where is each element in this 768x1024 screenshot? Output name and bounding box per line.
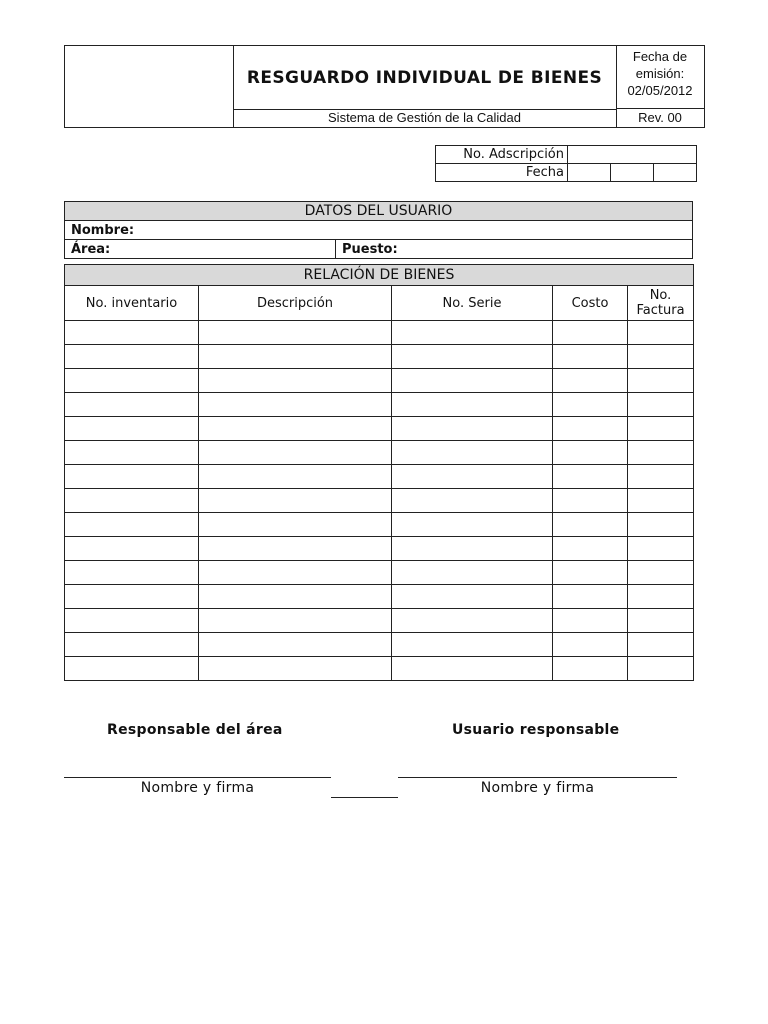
table-row	[65, 633, 694, 657]
usuario-responsable-title: Usuario responsable	[452, 722, 620, 738]
factura-cell[interactable]	[628, 561, 694, 585]
costo-cell[interactable]	[553, 489, 628, 513]
table-row	[65, 609, 694, 633]
factura-cell[interactable]	[628, 513, 694, 537]
adscripcion-row	[436, 146, 697, 164]
adscripcion-table	[435, 145, 697, 182]
left-nombre-firma-label: Nombre y firma	[140, 780, 255, 796]
costo-cell[interactable]	[553, 561, 628, 585]
inventario-cell[interactable]	[65, 345, 199, 369]
table-row	[65, 513, 694, 537]
logo-placeholder	[65, 46, 234, 127]
inventario-cell[interactable]	[65, 585, 199, 609]
inventario-cell[interactable]	[65, 537, 199, 561]
area-label: Área:	[71, 241, 111, 257]
descripcion-cell[interactable]	[199, 369, 392, 393]
inventario-cell[interactable]	[65, 513, 199, 537]
factura-cell[interactable]	[628, 417, 694, 441]
costo-cell[interactable]	[553, 609, 628, 633]
factura-cell[interactable]	[628, 393, 694, 417]
col-no-inventario: No. inventario	[65, 286, 199, 321]
revision-label: Rev. 00	[638, 110, 682, 125]
table-row	[65, 537, 694, 561]
inventario-cell[interactable]	[65, 633, 199, 657]
no-adscripcion-label: No. Adscripción	[436, 146, 568, 164]
descripcion-cell[interactable]	[199, 537, 392, 561]
fecha-emision-value: 02/05/2012	[627, 83, 693, 98]
responsable-area-title: Responsable del área	[107, 722, 283, 738]
serie-cell[interactable]	[392, 345, 553, 369]
col-costo: Costo	[553, 286, 628, 321]
descripcion-cell[interactable]	[199, 561, 392, 585]
table-row	[65, 561, 694, 585]
col-descripcion: Descripción	[199, 286, 392, 321]
serie-cell[interactable]	[392, 537, 553, 561]
serie-cell[interactable]	[392, 321, 553, 345]
inventario-cell[interactable]	[65, 465, 199, 489]
factura-cell[interactable]	[628, 585, 694, 609]
descripcion-cell[interactable]	[199, 345, 392, 369]
inventario-cell[interactable]	[65, 417, 199, 441]
inventario-cell[interactable]	[65, 561, 199, 585]
datos-usuario-table	[64, 201, 693, 259]
fecha-row	[436, 164, 697, 182]
serie-cell[interactable]	[392, 609, 553, 633]
factura-cell[interactable]	[628, 657, 694, 681]
table-row	[65, 489, 694, 513]
serie-cell[interactable]	[392, 513, 553, 537]
factura-cell[interactable]	[628, 369, 694, 393]
serie-cell[interactable]	[392, 465, 553, 489]
table-row	[65, 465, 694, 489]
serie-cell[interactable]	[392, 585, 553, 609]
serie-cell[interactable]	[392, 561, 553, 585]
table-row	[65, 345, 694, 369]
factura-cell[interactable]	[628, 321, 694, 345]
inventario-cell[interactable]	[65, 393, 199, 417]
costo-cell[interactable]	[553, 465, 628, 489]
costo-cell[interactable]	[553, 513, 628, 537]
serie-cell[interactable]	[392, 393, 553, 417]
costo-cell[interactable]	[553, 537, 628, 561]
relacion-bienes-table	[64, 264, 694, 681]
costo-cell[interactable]	[553, 441, 628, 465]
col-no-serie: No. Serie	[392, 286, 553, 321]
descripcion-cell[interactable]	[199, 441, 392, 465]
puesto-field[interactable]	[336, 240, 693, 259]
table-row	[65, 657, 694, 681]
factura-cell[interactable]	[628, 489, 694, 513]
col-no-factura: No. Factura	[628, 286, 694, 321]
costo-cell[interactable]	[553, 657, 628, 681]
column-header-row	[65, 286, 694, 321]
costo-cell[interactable]	[553, 417, 628, 441]
fecha-day-field[interactable]	[568, 164, 611, 182]
descripcion-cell[interactable]	[199, 633, 392, 657]
factura-cell[interactable]	[628, 465, 694, 489]
descripcion-cell[interactable]	[199, 657, 392, 681]
descripcion-cell[interactable]	[199, 609, 392, 633]
inventario-cell[interactable]	[65, 441, 199, 465]
area-field[interactable]	[65, 240, 336, 259]
descripcion-cell[interactable]	[199, 417, 392, 441]
nombre-field[interactable]	[65, 221, 693, 240]
factura-cell[interactable]	[628, 633, 694, 657]
factura-cell[interactable]	[628, 441, 694, 465]
fecha-label: Fecha	[436, 164, 568, 182]
serie-cell[interactable]	[392, 417, 553, 441]
costo-cell[interactable]	[553, 321, 628, 345]
document-title: RESGUARDO INDIVIDUAL DE BIENES	[233, 46, 617, 110]
serie-cell[interactable]	[392, 633, 553, 657]
serie-cell[interactable]	[392, 441, 553, 465]
signature-line-left	[64, 777, 331, 778]
inventario-cell[interactable]	[65, 321, 199, 345]
descripcion-cell[interactable]	[199, 321, 392, 345]
inventario-cell[interactable]	[65, 657, 199, 681]
fecha-label-line-2: emisión:	[635, 66, 685, 81]
costo-cell[interactable]	[553, 393, 628, 417]
bienes-rows	[65, 321, 694, 681]
right-nombre-firma-label: Nombre y firma	[480, 780, 595, 796]
signature-separator-line	[331, 797, 398, 798]
descripcion-cell[interactable]	[199, 393, 392, 417]
inventario-cell[interactable]	[65, 369, 199, 393]
fecha-label-line-1: Fecha de	[632, 49, 688, 64]
costo-cell[interactable]	[553, 585, 628, 609]
fecha-year-field[interactable]	[654, 164, 697, 182]
fecha-emision-cell	[616, 46, 704, 109]
serie-cell[interactable]	[392, 657, 553, 681]
sistema-calidad-label: Sistema de Gestión de la Calidad	[233, 109, 617, 127]
table-row	[65, 417, 694, 441]
relacion-bienes-title: RELACIÓN DE BIENES	[65, 265, 694, 286]
costo-cell[interactable]	[553, 369, 628, 393]
document-header	[64, 45, 705, 128]
table-row	[65, 321, 694, 345]
factura-cell[interactable]	[628, 345, 694, 369]
nombre-label: Nombre:	[71, 222, 135, 238]
no-adscripcion-field[interactable]	[568, 146, 697, 164]
inventario-cell[interactable]	[65, 489, 199, 513]
descripcion-cell[interactable]	[199, 513, 392, 537]
signature-line-right	[398, 777, 677, 778]
datos-usuario-title: DATOS DEL USUARIO	[65, 202, 693, 221]
table-row	[65, 585, 694, 609]
descripcion-cell[interactable]	[199, 489, 392, 513]
descripcion-cell[interactable]	[199, 585, 392, 609]
fecha-month-field[interactable]	[611, 164, 654, 182]
table-row	[65, 393, 694, 417]
inventario-cell[interactable]	[65, 609, 199, 633]
puesto-label: Puesto:	[342, 241, 398, 257]
table-row	[65, 369, 694, 393]
costo-cell[interactable]	[553, 345, 628, 369]
factura-cell[interactable]	[628, 537, 694, 561]
factura-cell[interactable]	[628, 609, 694, 633]
costo-cell[interactable]	[553, 633, 628, 657]
descripcion-cell[interactable]	[199, 465, 392, 489]
serie-cell[interactable]	[392, 489, 553, 513]
table-row	[65, 441, 694, 465]
serie-cell[interactable]	[392, 369, 553, 393]
